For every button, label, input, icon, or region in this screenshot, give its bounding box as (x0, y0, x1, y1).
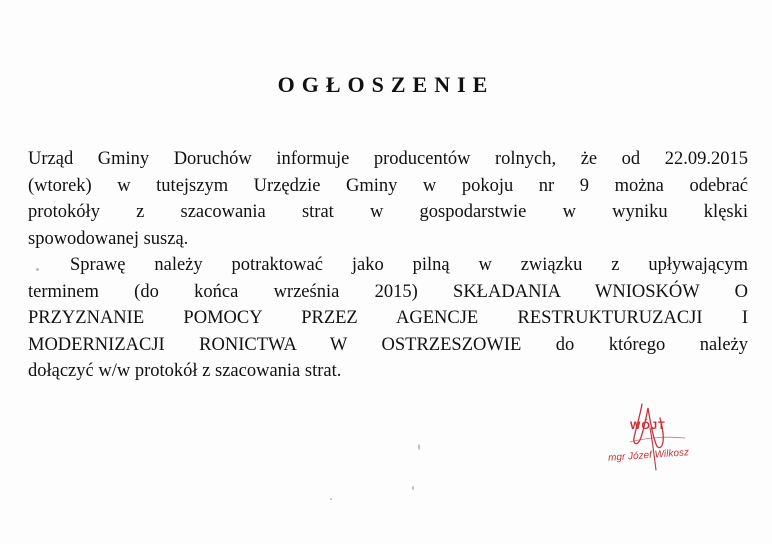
announcement-body (28, 146, 748, 385)
paragraph-1 (28, 146, 748, 252)
scan-speck (418, 444, 420, 450)
handwritten-signature (590, 398, 740, 478)
paragraph-1-line: protokóły z szacowania strat w gospodarstwie w wyniku klęski (28, 202, 748, 222)
stamp-title: WÓJT (630, 420, 666, 432)
paragraph-2-line: PRZYZNANIE POMOCY PRZEZ AGENCJE RESTRUKTURUZACJI I (28, 308, 748, 328)
paragraph-1-line: (wtorek) w tutejszym Urzędzie Gminy w pokoju nr 9 można odebrać (28, 175, 748, 196)
paragraph-2-line: Sprawę należy potraktować jako pilną w związku z upływającym (70, 255, 748, 275)
paragraph-2-line: MODERNIZACJI RONICTWA W OSTRZESZOWIE do którego należy (28, 334, 748, 355)
document-title: OGŁOSZENIE (277, 72, 495, 97)
paragraph-1-line: spowodowanej suszą. (28, 228, 189, 249)
stamp-name: mgr Józef Wilkosz (607, 447, 690, 464)
paragraph-2-line: dołączyć w/w protokół z szacowania strat. (28, 361, 342, 381)
paragraph-2-line: terminem (do końca września 2015) SKŁADANIA WNIOSKÓW O (28, 281, 748, 302)
scan-speck (412, 486, 414, 490)
paragraph-2 (28, 252, 748, 385)
scan-speck (330, 498, 332, 500)
scan-speck (36, 268, 39, 271)
paragraph-1-line: Urząd Gminy Doruchów informuje producentów rolnych, że od 22.09.2015 (28, 149, 748, 169)
official-stamp (590, 398, 740, 478)
